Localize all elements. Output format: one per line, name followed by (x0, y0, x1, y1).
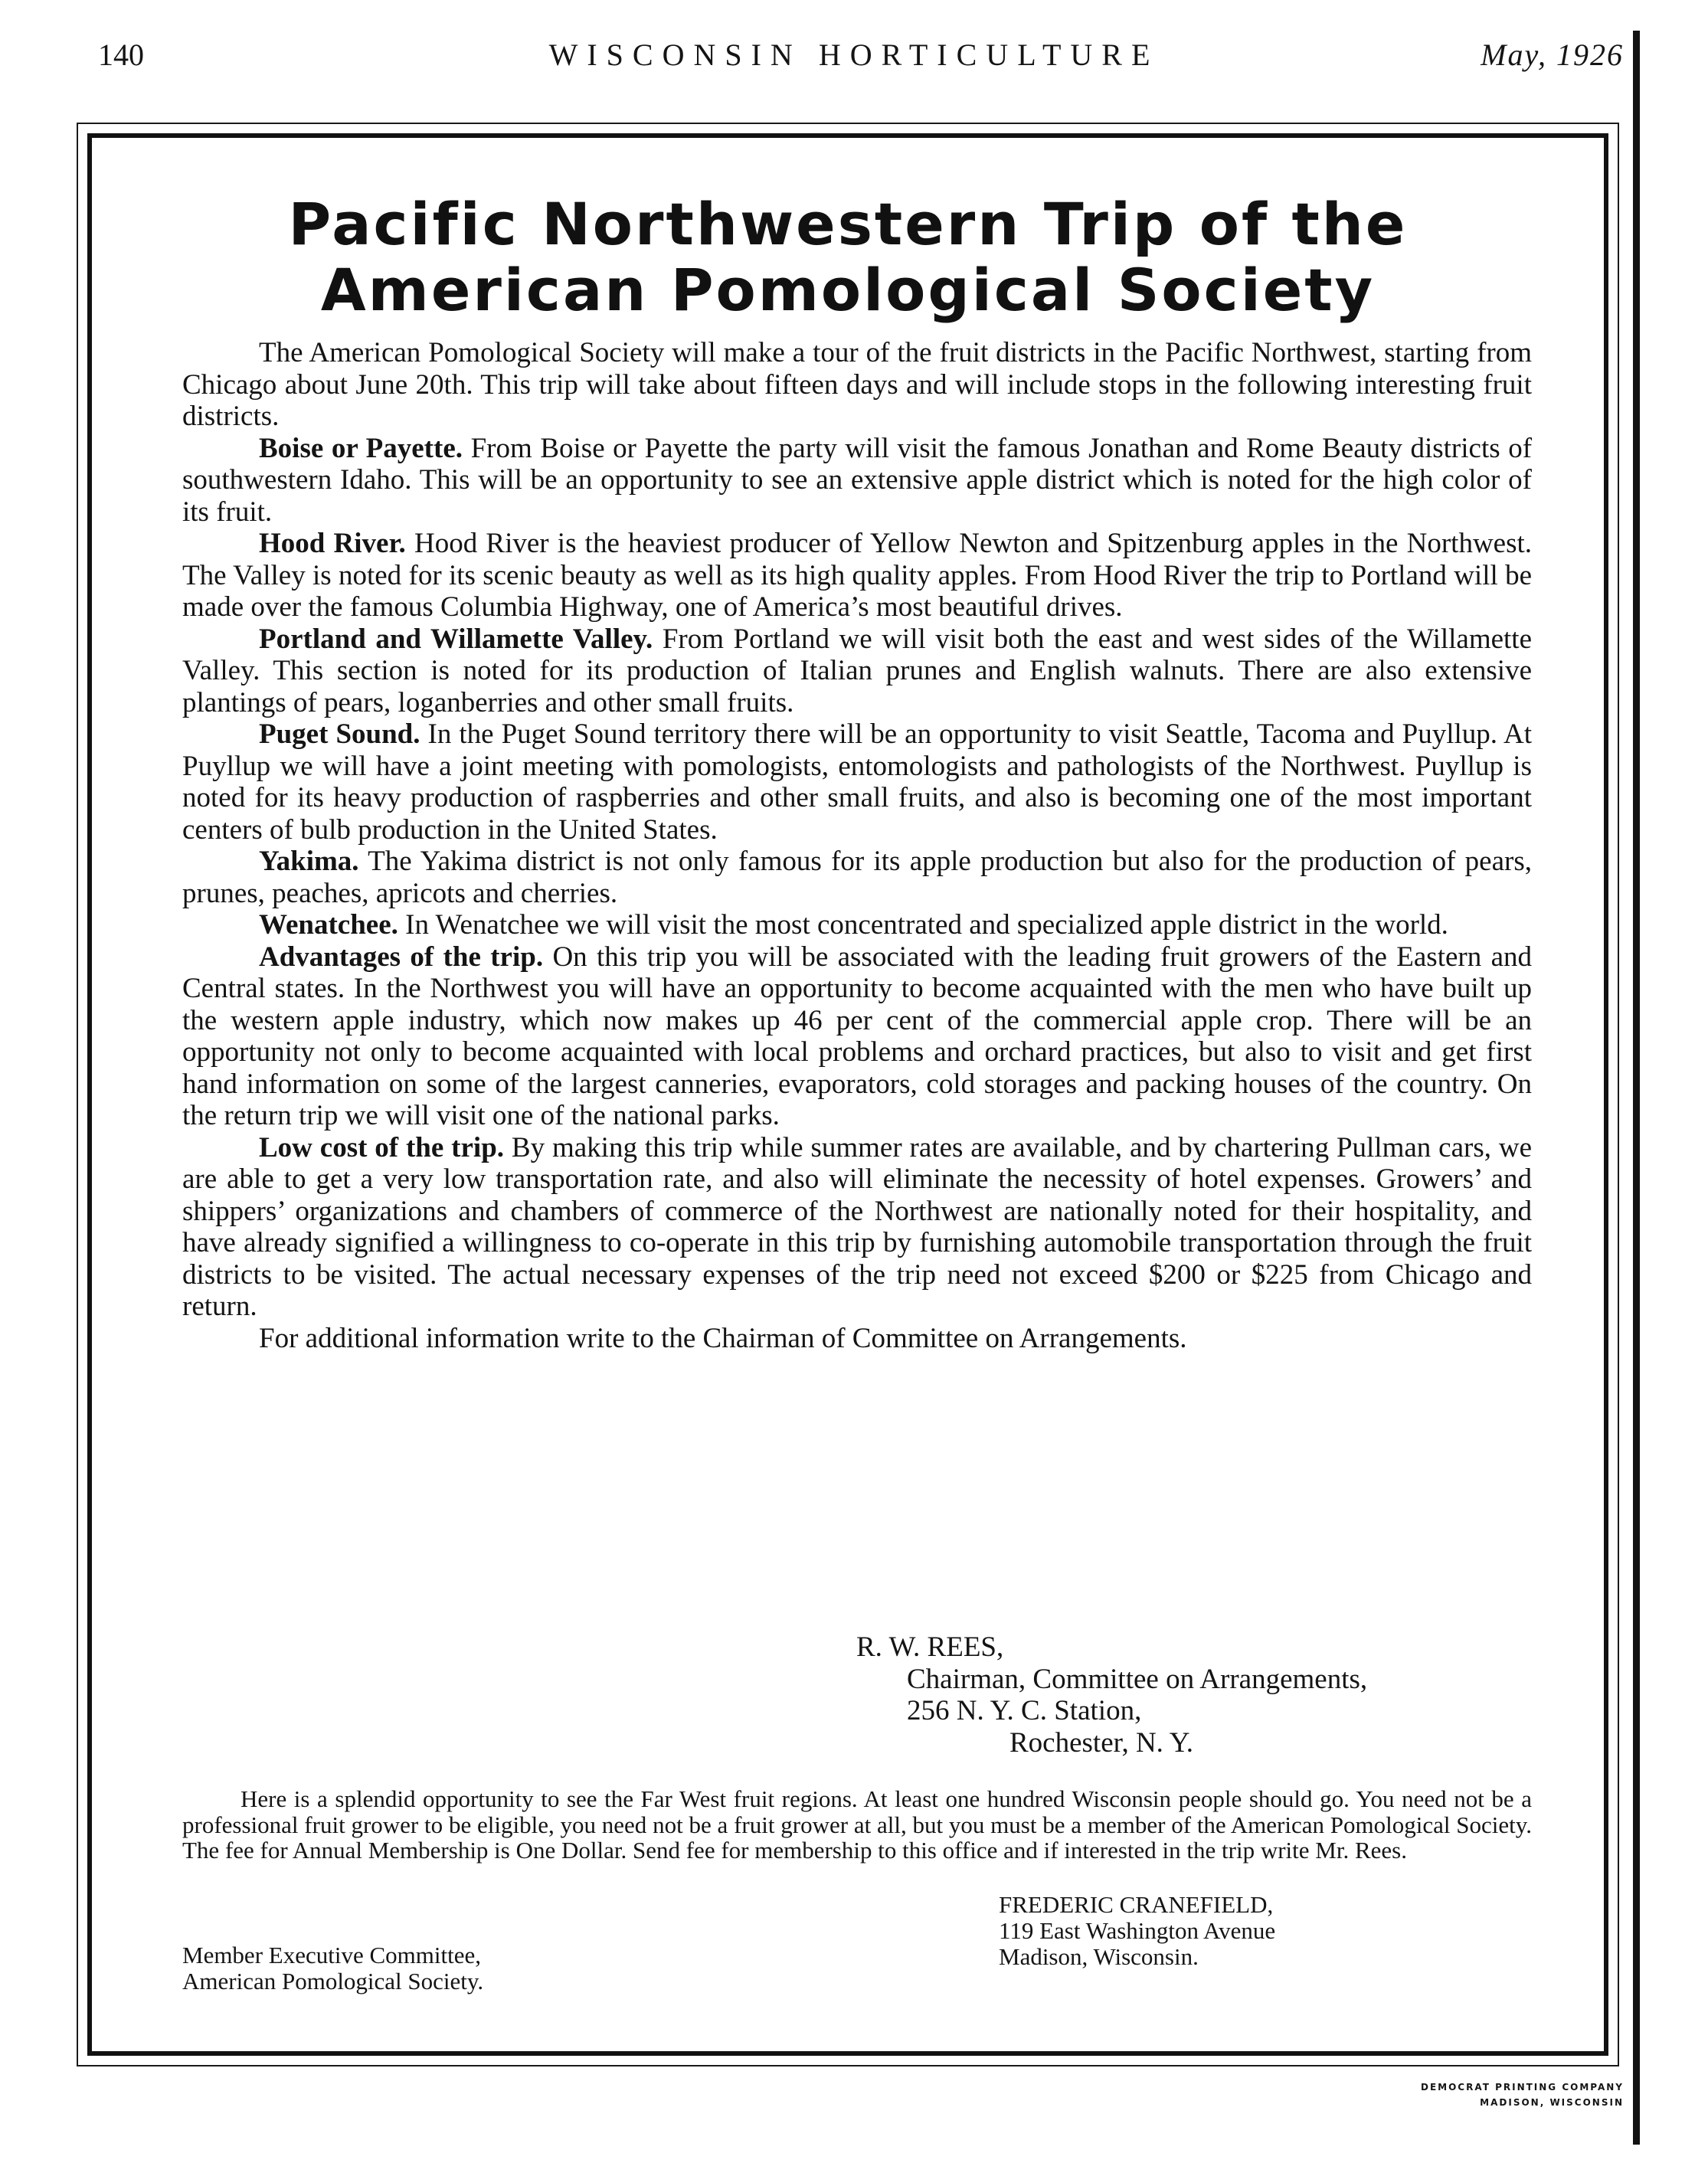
article-body (182, 337, 1532, 1354)
page-number: 140 (98, 38, 144, 72)
section-text: Hood River is the heaviest producer of Yellow Newton and Spitzenburg apples in the Northwest. The Valley is noted for its scenic beauty as well as its high quality apples. From Hood River the trip to Portland will be made over the famous Columbia Highway, one of America’s most beautiful drives. (182, 528, 1533, 623)
journal-title: WISCONSIN HORTICULTURE (548, 38, 1160, 72)
section-text: By making this trip while summer rates are available, and by chartering Pullman cars, we are able to get a very low transportation rate, and also will eliminate the necessity of hotel expenses. Growers’ and shippers’ organizations and chambers of commerce of the Northwest are nationally noted for their hospitality, and have already signified a willingness to co-operate in this trip by furnishing automobile transportation through the fruit districts to be visited. The actual necessary expenses of the trip need not exceed $200 or $225 from Chicago and return. (182, 1131, 1532, 1322)
section-heading: Hood River. (259, 528, 406, 559)
section-heading: Puget Sound. (259, 718, 420, 750)
section-heading: Wenatchee. (259, 909, 398, 941)
page-edge-rule (1633, 31, 1640, 2145)
issue-date: May, 1926 (1481, 38, 1624, 72)
editor-name: FREDERIC CRANEFIELD, (999, 1891, 1274, 1918)
signature-title: Chairman, Committee on Arrangements, (907, 1663, 1368, 1695)
imprint-line2: MADISON, WISCONSIN (1480, 2097, 1624, 2108)
closing-paragraph: For additional information write to the Chairman of Committee on Arrangements. (259, 1322, 1187, 1354)
signature-address: 256 N. Y. C. Station, (907, 1695, 1142, 1726)
section-heading: Yakima. (259, 846, 359, 877)
section-text: The Yakima district is not only famous for its apple production but also for the production of pears, prunes, peaches, apricots and cherries. (182, 846, 1532, 909)
section-paragraph (182, 846, 1532, 909)
section-text: In Wenatchee we will visit the most concentrated and specialized apple district in the world. (405, 909, 1448, 941)
section-text: From Portland we will visit both the east and west sides of the Willamette Valley. This section is noted for its production of Italian prunes and English walnuts. There are also extensive plantings of pears, loganberries and other small fruits. (182, 623, 1533, 718)
article-title-line2: American Pomological Society (320, 256, 1376, 324)
editor-role-line1: Member Executive Committee, (182, 1942, 481, 1968)
section-paragraph (182, 941, 1532, 1132)
article-title (87, 191, 1608, 323)
intro-paragraph: The American Pomological Society will make a tour of the fruit districts in the Pacific Northwest, starting from Chicago about June 20th. This trip will take about fifteen days and will include stops in the following interesting fruit districts. (182, 337, 1532, 432)
chairman-signature (856, 1631, 1367, 1759)
editor-role-line2: American Pomological Society. (182, 1968, 484, 1994)
article-title-line1: Pacific Northwestern Trip of the (288, 190, 1408, 258)
editor-role (182, 1942, 483, 1994)
section-text: From Boise or Payette the party will visit the famous Jonathan and Rome Beauty districts of southwestern Idaho. This will be an opportunity to see an extensive apple district which is noted for the high color of its fruit. (182, 432, 1533, 528)
section-heading: Portland and Willamette Valley. (259, 623, 653, 655)
section-paragraph (182, 1132, 1532, 1323)
section-heading: Advantages of the trip. (259, 941, 544, 973)
section-heading: Boise or Payette. (259, 432, 463, 464)
section-paragraph (182, 528, 1532, 623)
printer-imprint (1421, 2080, 1624, 2110)
signature-name: R. W. REES, (856, 1631, 1004, 1663)
section-heading: Low cost of the trip. (259, 1131, 505, 1163)
section-paragraph (182, 433, 1532, 528)
imprint-line1: DEMOCRAT PRINTING COMPANY (1421, 2082, 1624, 2093)
section-text: On this trip you will be associated with the leading fruit growers of the Eastern and Central states. In the Northwest you will have an opportunity to become acquainted with the men who have built up the western apple industry, which now makes up 46 per cent of the commercial apple crop. There will be an opportunity not only to become acquainted with local problems and orchard practices, but also to visit and get first hand information on some of the largest canneries, evaporators, cold storages and packing houses of the country. On the return trip we will visit one of the national parks. (182, 941, 1532, 1131)
section-paragraph (182, 718, 1532, 846)
editor-address: 119 East Washington Avenue (999, 1917, 1276, 1944)
signature-city: Rochester, N. Y. (1009, 1726, 1194, 1759)
editor-city: Madison, Wisconsin. (999, 1943, 1199, 1970)
section-text: In the Puget Sound territory there will be an opportunity to visit Seattle, Tacoma and Puyllup. At Puyllup we will have a joint meeting with pomologists, entomologists and pathologists of the Northwest. Puyllup is noted for its heavy production of raspberries and other small fruits, and also is becoming one of the most important centers of bulb production in the United States. (182, 718, 1532, 846)
editor-signature (999, 1892, 1275, 1970)
editor-note: Here is a splendid opportunity to see the Far West fruit regions. At least one hundred Wisconsin people should go. You need not be a professional fruit grower to be eligible, you need not be a fruit grower at all, but you must be a member of the American Pomological Society. The fee for Annual Membership is One Dollar. Send fee for membership to this office and if interested in the trip write Mr. Rees. (182, 1785, 1532, 1864)
section-paragraph (182, 623, 1532, 719)
section-paragraph (182, 909, 1532, 941)
